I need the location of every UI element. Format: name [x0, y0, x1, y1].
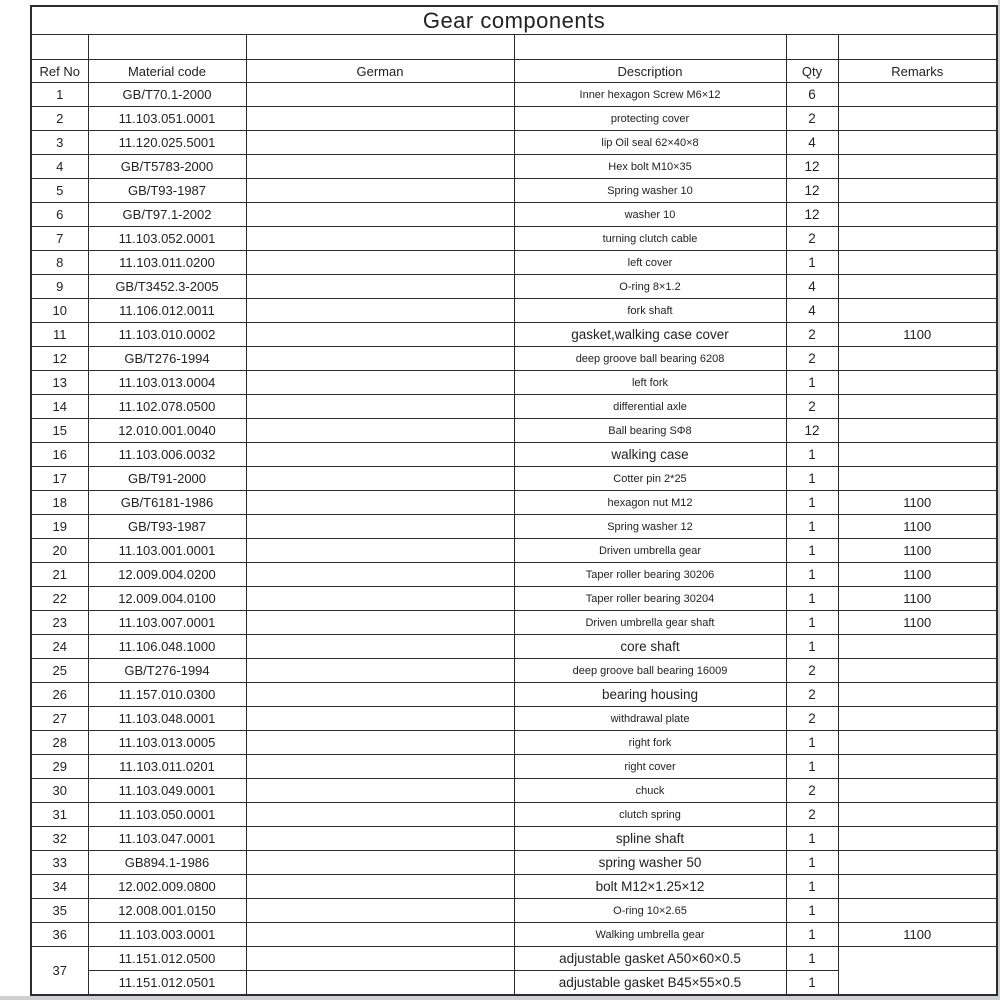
description-cell: clutch spring — [514, 803, 786, 827]
qty-cell: 2 — [786, 323, 838, 347]
ref-no-cell: 14 — [31, 395, 88, 419]
remarks-cell — [838, 659, 997, 683]
description-cell: protecting cover — [514, 107, 786, 131]
remarks-cell — [838, 203, 997, 227]
qty-cell: 1 — [786, 491, 838, 515]
table-row — [31, 107, 997, 131]
ref-no-cell: 4 — [31, 155, 88, 179]
table-row — [31, 851, 997, 875]
qty-cell: 4 — [786, 275, 838, 299]
material-code-cell: 11.103.047.0001 — [88, 827, 246, 851]
remarks-cell — [838, 155, 997, 179]
qty-cell: 1 — [786, 587, 838, 611]
qty-cell: 1 — [786, 923, 838, 947]
material-code-cell: 11.102.078.0500 — [88, 395, 246, 419]
description-cell: O-ring 10×2.65 — [514, 899, 786, 923]
description-cell: Walking umbrella gear — [514, 923, 786, 947]
remarks-cell: 1100 — [838, 323, 997, 347]
qty-cell: 1 — [786, 611, 838, 635]
description-cell: Inner hexagon Screw M6×12 — [514, 83, 786, 107]
material-code-cell: 11.103.011.0201 — [88, 755, 246, 779]
german-cell — [246, 611, 514, 635]
german-cell — [246, 179, 514, 203]
description-cell: Driven umbrella gear — [514, 539, 786, 563]
qty-cell: 1 — [786, 467, 838, 491]
qty-cell: 1 — [786, 875, 838, 899]
column-header-german: German — [246, 60, 514, 83]
column-header-qty: Qty — [786, 60, 838, 83]
column-header-remarks: Remarks — [838, 60, 997, 83]
column-header-material-code: Material code — [88, 60, 246, 83]
description-cell: walking case — [514, 443, 786, 467]
ref-no-cell: 33 — [31, 851, 88, 875]
remarks-cell — [838, 827, 997, 851]
qty-cell: 6 — [786, 83, 838, 107]
german-cell — [246, 683, 514, 707]
material-code-cell: GB/T5783-2000 — [88, 155, 246, 179]
column-header-ref-no: Ref No — [31, 60, 88, 83]
table-row — [31, 635, 997, 659]
german-cell — [246, 539, 514, 563]
remarks-cell: 1100 — [838, 539, 997, 563]
german-cell — [246, 443, 514, 467]
qty-cell: 1 — [786, 563, 838, 587]
table-row — [31, 731, 997, 755]
scan-artifact-bottom — [0, 996, 1000, 1000]
remarks-cell — [838, 371, 997, 395]
ref-no-cell: 6 — [31, 203, 88, 227]
qty-cell: 1 — [786, 635, 838, 659]
german-cell — [246, 635, 514, 659]
remarks-cell — [838, 299, 997, 323]
material-code-cell: 11.103.007.0001 — [88, 611, 246, 635]
german-cell — [246, 131, 514, 155]
ref-no-cell: 23 — [31, 611, 88, 635]
ref-no-cell: 5 — [31, 179, 88, 203]
description-cell: washer 10 — [514, 203, 786, 227]
gear-components-table — [30, 5, 998, 996]
table-row — [31, 227, 997, 251]
table-row — [31, 491, 997, 515]
ref-no-cell: 3 — [31, 131, 88, 155]
table-row — [31, 131, 997, 155]
ref-no-cell: 1 — [31, 83, 88, 107]
german-cell — [246, 971, 514, 996]
description-cell: lip Oil seal 62×40×8 — [514, 131, 786, 155]
table-row — [31, 563, 997, 587]
german-cell — [246, 347, 514, 371]
qty-cell: 12 — [786, 419, 838, 443]
german-cell — [246, 803, 514, 827]
material-code-cell: 11.103.006.0032 — [88, 443, 246, 467]
table-row — [31, 875, 997, 899]
remarks-cell: 1100 — [838, 611, 997, 635]
qty-cell: 4 — [786, 131, 838, 155]
table-row — [31, 443, 997, 467]
remarks-cell — [838, 851, 997, 875]
table-row — [31, 323, 997, 347]
spacer-row — [31, 35, 997, 60]
qty-cell: 2 — [786, 803, 838, 827]
material-code-cell: 11.106.048.1000 — [88, 635, 246, 659]
german-cell — [246, 587, 514, 611]
material-code-cell: GB/T93-1987 — [88, 179, 246, 203]
qty-cell: 1 — [786, 947, 838, 971]
german-cell — [246, 323, 514, 347]
table-row — [31, 827, 997, 851]
german-cell — [246, 779, 514, 803]
german-cell — [246, 659, 514, 683]
table-row — [31, 923, 997, 947]
ref-no-cell: 8 — [31, 251, 88, 275]
qty-cell: 2 — [786, 707, 838, 731]
ref-no-cell: 34 — [31, 875, 88, 899]
description-cell: fork shaft — [514, 299, 786, 323]
table-body — [31, 83, 997, 996]
german-cell — [246, 275, 514, 299]
remarks-cell — [838, 347, 997, 371]
description-cell: Cotter pin 2*25 — [514, 467, 786, 491]
material-code-cell: 11.103.052.0001 — [88, 227, 246, 251]
table-row — [31, 371, 997, 395]
remarks-cell — [838, 755, 997, 779]
table-row — [31, 347, 997, 371]
ref-no-cell: 21 — [31, 563, 88, 587]
description-cell: adjustable gasket A50×60×0.5 — [514, 947, 786, 971]
table-row — [31, 179, 997, 203]
remarks-cell — [838, 275, 997, 299]
german-cell — [246, 851, 514, 875]
description-cell: adjustable gasket B45×55×0.5 — [514, 971, 786, 996]
material-code-cell: GB/T91-2000 — [88, 467, 246, 491]
material-code-cell: 12.010.001.0040 — [88, 419, 246, 443]
description-cell: spline shaft — [514, 827, 786, 851]
material-code-cell: 12.002.009.0800 — [88, 875, 246, 899]
table-row — [31, 395, 997, 419]
description-cell: left cover — [514, 251, 786, 275]
remarks-cell — [838, 107, 997, 131]
material-code-cell: 11.157.010.0300 — [88, 683, 246, 707]
material-code-cell: GB894.1-1986 — [88, 851, 246, 875]
table-row — [31, 467, 997, 491]
title-row — [31, 6, 997, 35]
spacer-cell — [246, 35, 514, 60]
remarks-cell — [838, 779, 997, 803]
remarks-cell: 1100 — [838, 491, 997, 515]
german-cell — [246, 107, 514, 131]
german-cell — [246, 707, 514, 731]
ref-no-cell: 32 — [31, 827, 88, 851]
german-cell — [246, 947, 514, 971]
spacer-cell — [31, 35, 88, 60]
description-cell: gasket,walking case cover — [514, 323, 786, 347]
remarks-cell: 1100 — [838, 563, 997, 587]
german-cell — [246, 755, 514, 779]
remarks-cell: 1100 — [838, 587, 997, 611]
ref-no-cell: 13 — [31, 371, 88, 395]
description-cell: right fork — [514, 731, 786, 755]
qty-cell: 1 — [786, 755, 838, 779]
remarks-cell — [838, 251, 997, 275]
remarks-cell — [838, 443, 997, 467]
qty-cell: 12 — [786, 203, 838, 227]
material-code-cell: 11.103.010.0002 — [88, 323, 246, 347]
remarks-cell — [838, 803, 997, 827]
description-cell: Spring washer 12 — [514, 515, 786, 539]
remarks-cell — [838, 947, 997, 996]
remarks-cell — [838, 419, 997, 443]
ref-no-cell: 24 — [31, 635, 88, 659]
remarks-cell — [838, 635, 997, 659]
table-row — [31, 83, 997, 107]
ref-no-cell: 25 — [31, 659, 88, 683]
qty-cell: 1 — [786, 443, 838, 467]
table-row — [31, 947, 997, 971]
table-row — [31, 659, 997, 683]
german-cell — [246, 875, 514, 899]
qty-cell: 2 — [786, 395, 838, 419]
description-cell: core shaft — [514, 635, 786, 659]
description-cell: Spring washer 10 — [514, 179, 786, 203]
remarks-cell: 1100 — [838, 923, 997, 947]
ref-no-cell: 18 — [31, 491, 88, 515]
ref-no-cell: 31 — [31, 803, 88, 827]
qty-cell: 1 — [786, 731, 838, 755]
table-row — [31, 515, 997, 539]
table-row — [31, 275, 997, 299]
remarks-cell — [838, 467, 997, 491]
german-cell — [246, 899, 514, 923]
ref-no-cell: 22 — [31, 587, 88, 611]
german-cell — [246, 923, 514, 947]
qty-cell: 1 — [786, 515, 838, 539]
material-code-cell: 11.103.003.0001 — [88, 923, 246, 947]
material-code-cell: 11.106.012.0011 — [88, 299, 246, 323]
ref-no-cell: 17 — [31, 467, 88, 491]
qty-cell: 1 — [786, 371, 838, 395]
german-cell — [246, 227, 514, 251]
remarks-cell — [838, 179, 997, 203]
ref-no-cell: 29 — [31, 755, 88, 779]
qty-cell: 1 — [786, 539, 838, 563]
material-code-cell: 11.103.050.0001 — [88, 803, 246, 827]
table-row — [31, 419, 997, 443]
qty-cell: 1 — [786, 251, 838, 275]
ref-no-cell: 35 — [31, 899, 88, 923]
ref-no-cell: 27 — [31, 707, 88, 731]
description-cell: withdrawal plate — [514, 707, 786, 731]
material-code-cell: GB/T3452.3-2005 — [88, 275, 246, 299]
column-header-description: Description — [514, 60, 786, 83]
ref-no-cell: 7 — [31, 227, 88, 251]
material-code-cell: 11.103.048.0001 — [88, 707, 246, 731]
ref-no-cell: 37 — [31, 947, 88, 996]
remarks-cell — [838, 899, 997, 923]
table-row — [31, 299, 997, 323]
description-cell: hexagon nut M12 — [514, 491, 786, 515]
german-cell — [246, 299, 514, 323]
remarks-cell — [838, 875, 997, 899]
ref-no-cell: 30 — [31, 779, 88, 803]
german-cell — [246, 203, 514, 227]
qty-cell: 2 — [786, 227, 838, 251]
qty-cell: 12 — [786, 155, 838, 179]
spacer-cell — [838, 35, 997, 60]
table-row — [31, 611, 997, 635]
spacer-cell — [514, 35, 786, 60]
page-title: Gear components — [31, 6, 997, 35]
material-code-cell: GB/T70.1-2000 — [88, 83, 246, 107]
ref-no-cell: 10 — [31, 299, 88, 323]
material-code-cell: 12.008.001.0150 — [88, 899, 246, 923]
material-code-cell: 11.103.013.0004 — [88, 371, 246, 395]
remarks-cell — [838, 395, 997, 419]
ref-no-cell: 2 — [31, 107, 88, 131]
qty-cell: 2 — [786, 107, 838, 131]
ref-no-cell: 16 — [31, 443, 88, 467]
ref-no-cell: 26 — [31, 683, 88, 707]
german-cell — [246, 83, 514, 107]
table-row — [31, 803, 997, 827]
german-cell — [246, 491, 514, 515]
table-row — [31, 683, 997, 707]
material-code-cell: 11.151.012.0500 — [88, 947, 246, 971]
remarks-cell — [838, 131, 997, 155]
qty-cell: 1 — [786, 899, 838, 923]
ref-no-cell: 9 — [31, 275, 88, 299]
material-code-cell: GB/T97.1-2002 — [88, 203, 246, 227]
description-cell: differential axle — [514, 395, 786, 419]
qty-cell: 1 — [786, 851, 838, 875]
qty-cell: 1 — [786, 827, 838, 851]
ref-no-cell: 15 — [31, 419, 88, 443]
spacer-cell — [88, 35, 246, 60]
material-code-cell: 11.120.025.5001 — [88, 131, 246, 155]
description-cell: right cover — [514, 755, 786, 779]
ref-no-cell: 11 — [31, 323, 88, 347]
description-cell: Hex bolt M10×35 — [514, 155, 786, 179]
material-code-cell: 11.103.001.0001 — [88, 539, 246, 563]
german-cell — [246, 395, 514, 419]
german-cell — [246, 731, 514, 755]
material-code-cell: 11.103.049.0001 — [88, 779, 246, 803]
ref-no-cell: 12 — [31, 347, 88, 371]
material-code-cell: 12.009.004.0100 — [88, 587, 246, 611]
description-cell: bolt M12×1.25×12 — [514, 875, 786, 899]
spacer-cell — [786, 35, 838, 60]
material-code-cell: 12.009.004.0200 — [88, 563, 246, 587]
ref-no-cell: 20 — [31, 539, 88, 563]
table-row — [31, 779, 997, 803]
table-row — [31, 539, 997, 563]
description-cell: left fork — [514, 371, 786, 395]
material-code-cell: GB/T276-1994 — [88, 347, 246, 371]
german-cell — [246, 515, 514, 539]
description-cell: Ball bearing SΦ8 — [514, 419, 786, 443]
ref-no-cell: 28 — [31, 731, 88, 755]
table-row — [31, 899, 997, 923]
qty-cell: 2 — [786, 347, 838, 371]
remarks-cell — [838, 731, 997, 755]
description-cell: spring washer 50 — [514, 851, 786, 875]
remarks-cell — [838, 683, 997, 707]
german-cell — [246, 371, 514, 395]
material-code-cell: 11.151.012.0501 — [88, 971, 246, 996]
material-code-cell: GB/T6181-1986 — [88, 491, 246, 515]
description-cell: deep groove ball bearing 6208 — [514, 347, 786, 371]
description-cell: Taper roller bearing 30204 — [514, 587, 786, 611]
german-cell — [246, 563, 514, 587]
ref-no-cell: 19 — [31, 515, 88, 539]
qty-cell: 2 — [786, 779, 838, 803]
description-cell: chuck — [514, 779, 786, 803]
german-cell — [246, 155, 514, 179]
description-cell: turning clutch cable — [514, 227, 786, 251]
material-code-cell: GB/T276-1994 — [88, 659, 246, 683]
remarks-cell — [838, 83, 997, 107]
qty-cell: 1 — [786, 971, 838, 996]
ref-no-cell: 36 — [31, 923, 88, 947]
description-cell: O-ring 8×1.2 — [514, 275, 786, 299]
material-code-cell: 11.103.051.0001 — [88, 107, 246, 131]
description-cell: deep groove ball bearing 16009 — [514, 659, 786, 683]
german-cell — [246, 827, 514, 851]
remarks-cell: 1100 — [838, 515, 997, 539]
remarks-cell — [838, 227, 997, 251]
qty-cell: 12 — [786, 179, 838, 203]
german-cell — [246, 251, 514, 275]
german-cell — [246, 467, 514, 491]
qty-cell: 4 — [786, 299, 838, 323]
table-row — [31, 707, 997, 731]
description-cell: Taper roller bearing 30206 — [514, 563, 786, 587]
qty-cell: 2 — [786, 659, 838, 683]
remarks-cell — [838, 707, 997, 731]
description-cell: bearing housing — [514, 683, 786, 707]
table-row — [31, 755, 997, 779]
german-cell — [246, 419, 514, 443]
table-row — [31, 251, 997, 275]
qty-cell: 2 — [786, 683, 838, 707]
material-code-cell: 11.103.011.0200 — [88, 251, 246, 275]
column-header-row — [31, 60, 997, 83]
table-row — [31, 203, 997, 227]
description-cell: Driven umbrella gear shaft — [514, 611, 786, 635]
material-code-cell: GB/T93-1987 — [88, 515, 246, 539]
table-row — [31, 155, 997, 179]
material-code-cell: 11.103.013.0005 — [88, 731, 246, 755]
table-row — [31, 587, 997, 611]
